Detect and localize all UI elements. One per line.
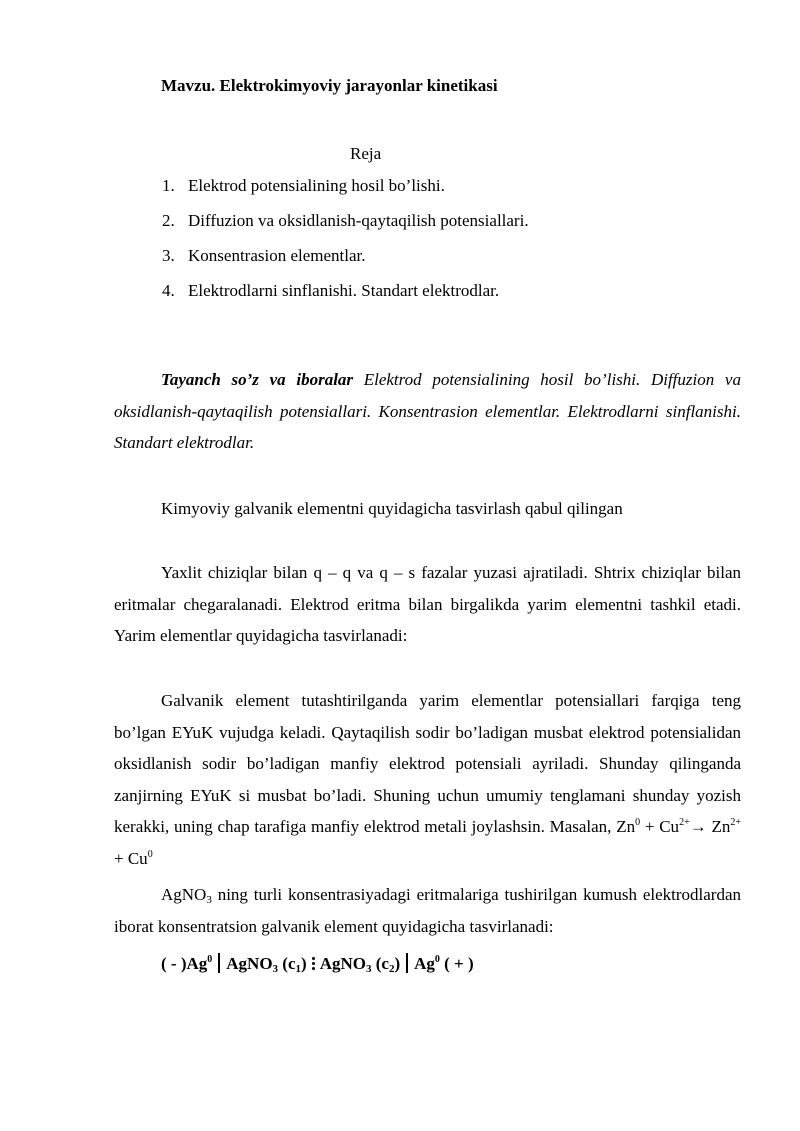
plan-item <box>162 279 529 314</box>
keywords-text: Elektrod potensialining hosil bo’lishi. Diffuzion va oksidlanish-qaytaqilish potensiallari. Konsentrasion elementlar. Elektrodlarni sinflanishi. Standart elektrodlar. <box>114 370 741 452</box>
cell-scheme-formula: ( - )Ag$^0$ AgNO$_3$ $(c_1)$ AgNO$_3$ $(c_2)$ Ag$^0$ ( + ) <box>161 954 474 975</box>
plan-list <box>162 174 529 314</box>
plan-item-number: 4. <box>162 281 175 300</box>
plan-heading: Reja <box>350 144 382 163</box>
keywords-label: Tayanch so’z va iboralar <box>161 370 354 389</box>
paragraph-concentration-cell: AgNO$_3$ ning turli konsentrasiyadagi eritmalariga tushirilgan kumush elektrodlardan iborat konsentratsion galvanik element quyidagicha tasvirlanadi: <box>114 885 741 936</box>
paragraph-emf-text: Galvanik element tutashtirilganda yarim elementlar potensiallari farqiga teng bo’lgan EYuK vujudga keladi. Qaytaqilish sodir bo’ladigan musbat elektrod potensialidan oksidlanish sodir bo’ladigan manfiy elektrod potensiali ayriladi. Shunday qilinganda zanjirning EYuK si musbat bo’ladi. Shuning uchun umumiy tenglamani shunday yozish kerakki, uning chap tarafiga manfiy elektrod metali joylashsin. Masalan, <box>114 691 741 836</box>
plan-item-text: Elektrodlarni sinflanishi. Standart elektrodlar. <box>188 281 500 300</box>
plan-item-text: Konsentrasion elementlar. <box>188 246 366 265</box>
plan-item-number: 1. <box>162 176 175 195</box>
paragraph-galvanic-notation: Kimyoviy galvanik elementni quyidagicha tasvirlash qabul qilingan <box>161 499 623 518</box>
plan-item <box>162 244 529 279</box>
dashed-boundary-line <box>312 957 315 972</box>
plan-item-text: Elektrod potensialining hosil bo’lishi. <box>188 176 445 195</box>
phase-boundary-line <box>406 953 408 973</box>
plan-item-text: Diffuzion va oksidlanish-qaytaqilish potensiallari. <box>188 211 529 230</box>
paragraph-phase-boundaries: Yaxlit chiziqlar bilan q – q va q – s fazalar yuzasi ajratiladi. Shtrix chiziqlar bilan eritmalar chegaralanadi. Elektrod eritma bilan birgalikda yarim elementni tashkil etadi. Yarim elementlar quyidagicha tasvirlanadi: <box>114 563 741 645</box>
plan-item <box>162 174 529 209</box>
phase-boundary-line <box>218 953 220 973</box>
keywords-paragraph <box>114 364 741 459</box>
reaction-equation: $Zn^0 + Cu^{2+}\to Zn^{2+} + Cu^0$ <box>114 817 741 868</box>
document-title: Mavzu. Elektrokimyoviy jarayonlar kinetikasi <box>161 76 498 95</box>
paragraph-emf <box>114 685 741 874</box>
plan-item-number: 3. <box>162 246 175 265</box>
plan-item <box>162 209 529 244</box>
plan-item-number: 2. <box>162 211 175 230</box>
